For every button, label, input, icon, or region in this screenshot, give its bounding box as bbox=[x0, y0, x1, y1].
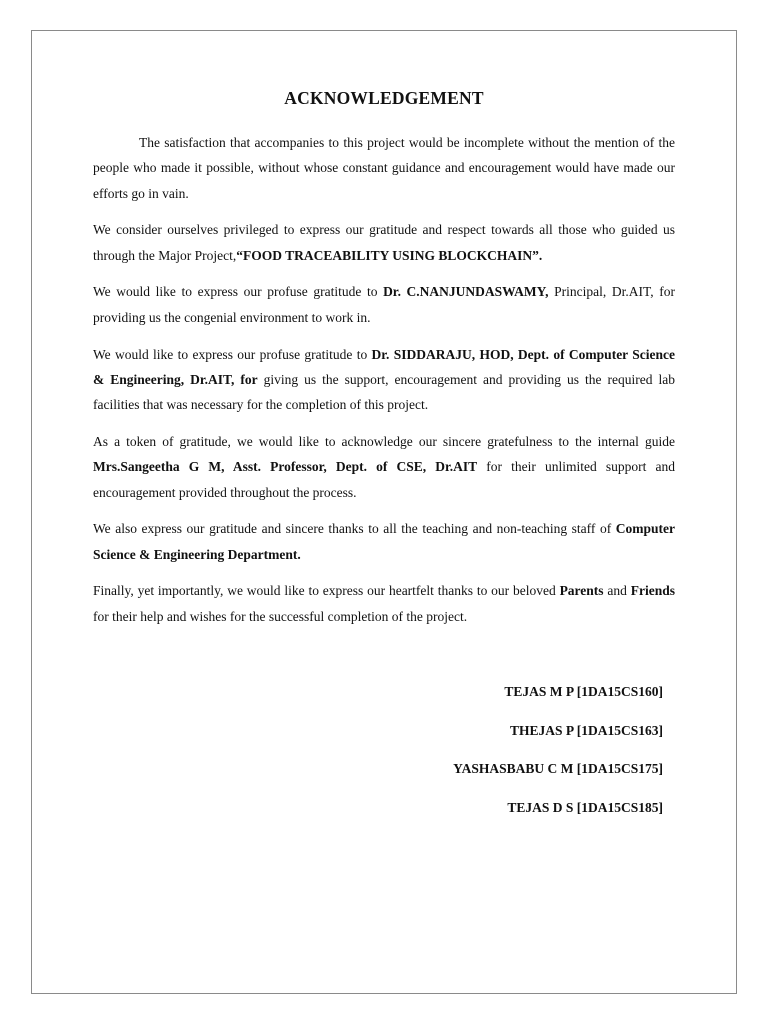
paragraph-family bbox=[93, 578, 675, 629]
body-text: As a token of gratitude, we would like to acknowledge our sincere gratefulness to the internal guide bbox=[93, 433, 675, 449]
page-title: ACKNOWLEDGEMENT bbox=[284, 88, 484, 108]
body-text: We also express our gratitude and sincere thanks to all the teaching and non-teaching staff of bbox=[93, 521, 616, 537]
body-text: and bbox=[603, 583, 631, 599]
emphasis-text: Dr. SIDDARAJU, HOD, Dept. of Computer Science & Engineering, Dr.AIT, for bbox=[93, 346, 675, 387]
acknowledgement-body bbox=[93, 130, 675, 641]
signature-block bbox=[453, 680, 663, 834]
body-text: We consider ourselves privileged to express our gratitude and respect towards all those who guided us through the Major Project, bbox=[93, 222, 675, 263]
paragraph-project bbox=[93, 217, 675, 268]
body-text: The satisfaction that accompanies to this project would be incomplete without the mention of the people who made it possible, without whose constant guidance and encouragement would have made our efforts go in vain. bbox=[93, 135, 675, 201]
signature-line: THEJAS P [1DA15CS163] bbox=[509, 722, 663, 738]
signature-line: TEJAS D S [1DA15CS185] bbox=[507, 799, 663, 815]
signature-line: TEJAS M P [1DA15CS160] bbox=[504, 684, 663, 699]
body-text: We would like to express our profuse gratitude to bbox=[93, 284, 384, 300]
paragraph-guide bbox=[93, 429, 675, 505]
body-text: giving us the support, encouragement and providing us the required lab facilities that was necessary for the completion of this project. bbox=[93, 371, 675, 413]
body-text: Finally, yet importantly, we would like to express our heartfelt thanks to our beloved bbox=[93, 583, 560, 599]
emphasis-text: Computer Science & Engineering Department. bbox=[93, 521, 675, 562]
paragraph-staff bbox=[93, 516, 675, 567]
body-text: for their help and wishes for the successful completion of the project. bbox=[93, 608, 468, 624]
body-text: Principal, Dr.AIT, for providing us the congenial environment to work in. bbox=[93, 284, 675, 325]
signature-line: YASHASBABU C M [1DA15CS175] bbox=[453, 761, 663, 776]
body-text: for their unlimited support and encouragement provided throughout the process. bbox=[93, 459, 675, 500]
paragraph-hod bbox=[93, 342, 675, 418]
emphasis-text: Dr. C.NANJUNDASWAMY, bbox=[383, 284, 549, 300]
emphasis-text: Friends bbox=[630, 583, 675, 599]
paragraph-intro bbox=[93, 130, 675, 206]
emphasis-text: Mrs.Sangeetha G M, Asst. Professor, Dept. of CSE, Dr.AIT bbox=[93, 459, 478, 475]
emphasis-text: “FOOD TRACEABILITY USING BLOCKCHAIN”. bbox=[236, 247, 543, 263]
body-text: We would like to express our profuse gratitude to bbox=[93, 346, 372, 362]
emphasis-text: Parents bbox=[559, 583, 604, 599]
paragraph-principal bbox=[93, 279, 675, 330]
